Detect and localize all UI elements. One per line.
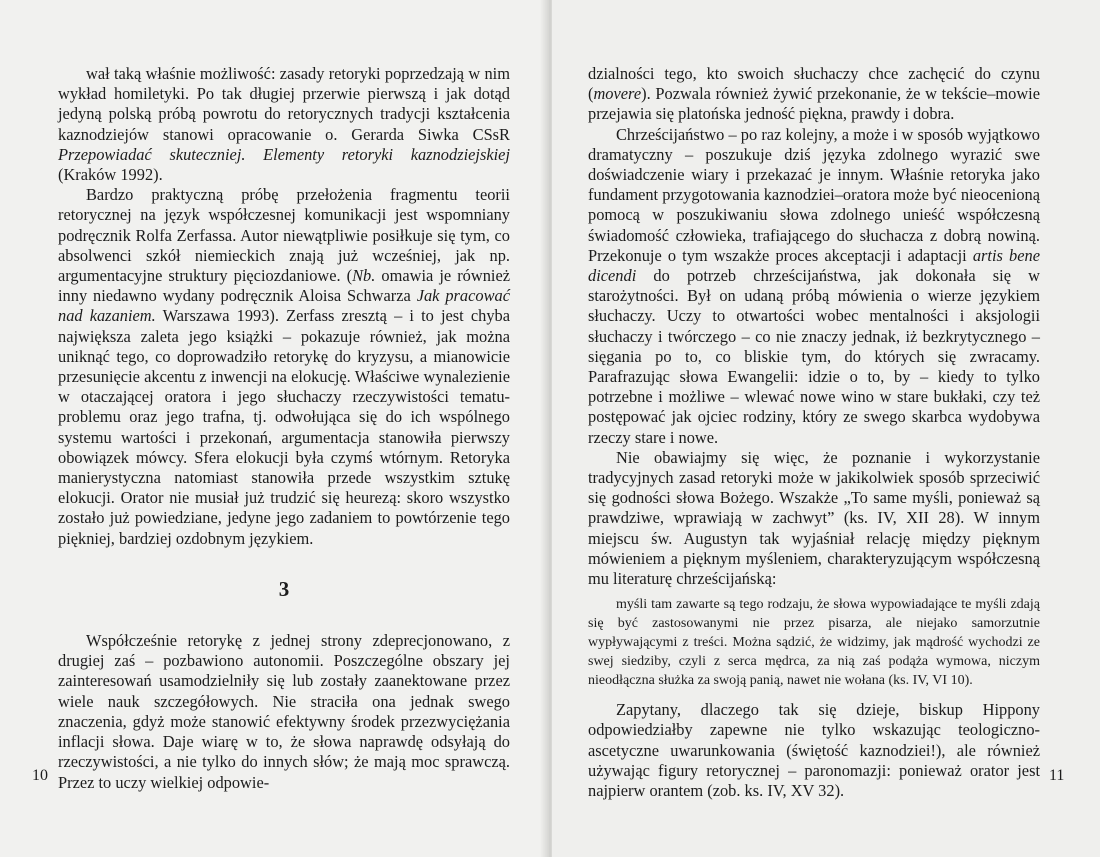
italic-text: Nb. xyxy=(352,266,376,286)
text-run: Chrześcijaństwo – po raz kolejny, a może i w sposób wyjątkowo dramatyczny – poszukuje dziś języka zdolnego wyrazić swe doświadczenie wiary i przekazać je innym. Właśnie retoryka jako fundament przygotowania kaznodziei–oratora może być nieocenioną pomocą w poszukiwaniu słowa zdolnego unieść współczesną świadomość człowieka, trafiającego do słuchacza z dobrą nowiną. Przekonuje o tym wszakże proces akceptacji i adaptacji xyxy=(588,124,1040,265)
section-number: 3 xyxy=(278,576,290,601)
italic-text: movere xyxy=(593,84,642,104)
page-number-left: 10 xyxy=(32,767,48,784)
italic-text: Jak pracować nad kazaniem. xyxy=(58,286,510,326)
paragraph xyxy=(58,631,510,793)
left-paragraphs-after xyxy=(58,631,510,793)
quote-text: myśli tam zawarte są tego rodzaju, że słowa wypowiadające te myśli zdają się być zastosowanymi nie przez pisarza, ale niejako samorzutnie wypływającymi z treści. Można sądzić, że widzimy, jak mądrość wychodzi ze swej siedziby, czyli z serca mędrca, za nią zaś podąża wymowa, niczym nieodłączna służka za swoją panią, nawet nie wołana (ks. IV, VI 10). xyxy=(588,597,1040,689)
text-run: Współcześnie retorykę z jednej strony zdeprecjonowano, z drugiej zaś – pozbawiono autonomii. Poszczególne obszary jej zainteresowań usamodzielniły się lub zostały zaanektowane przez wiele nauk szczegółowych. Nie straciła ona jednak swego znaczenia, gdyż może stanowić efektywny środek przezwyciężania inflacji słowa. Daje wiarę w to, że słowa naprawdę odsyłają do rzeczywistości, a nie tylko do innych słów; że mają moc sprawczą. Przez to uczy wielkiej odpowie- xyxy=(58,631,510,792)
text-run: Warszawa 1993). Zerfass zresztą – i to jest chyba największa zaleta jego książki – pokazuje również, jak można uniknąć tego, co doprowadziło retorykę do kryzysu, a mianowicie przesunięcie akcentu z inwencji na elokucję. Właściwe wynalezienie w otaczającej oratora i jego słuchaczy rzeczywistości tematu-problemu oraz jego trafna, tj. odwołująca się do ich wspólnego systemu wartości i przekonań, argumentacja stanowiła pierwszy obowiązek mówcy. Sfera elokucji była czymś wtórnym. Retoryka manierystyczna natomiast stanowiła przede wszystkim sztukę elokucji. Orator nie musiał już trudzić się heurezą: skoro wszystko zostało już powiedziane, jedyne jego zadaniem to powtórzenie tego piękniej, bardziej ozdobnym językiem. xyxy=(58,306,511,548)
left-paragraphs xyxy=(58,64,510,549)
paragraph xyxy=(58,64,510,185)
paragraph xyxy=(58,185,510,549)
italic-text: artis bene dicendi xyxy=(588,245,1040,286)
text-run: (Kraków 1992). xyxy=(58,165,163,185)
left-page-text xyxy=(58,64,510,793)
text-run: Nie obawiajmy się więc, że poznanie i wykorzystanie tradycyjnych zasad retoryki może w jakikolwiek sposób sprzeciwić się godności słowa Bożego. Wszakże „To same myśli, ponieważ są prawdziwe, wprawiają w zachwyt” (ks. IV, XII 28). W innym miejscu św. Augustyn tak wyjaśniał relację między pięknym mówieniem a pięknym myśleniem, charakteryzującym współczesną mu literaturę chrześcijańską: xyxy=(588,447,1040,589)
text-run: do potrzeb chrześcijaństwa, jak dokonała się w starożytności. Był on udaną próbą mówienia o wierze językiem słuchaczy. Uczy to otwartości wobec mentalności i aksjologii słuchaczy i twórczego – co nie znaczy jednak, iż bezkrytycznego – sięgania po to, co bliskie tym, do których się zwracamy. Parafrazując słowa Ewangelii: idzie o to, by – kiedy to tylko potrzebne i możliwe – wlewać nowe wino w stare bukłaki, czy też postępować jak ojciec rodziny, który ze swego skarbca wydobywa rzeczy stare i nowe. xyxy=(588,266,1040,447)
page-number-right: 11 xyxy=(1049,767,1065,784)
right-paragraphs xyxy=(588,64,1040,589)
paragraph xyxy=(588,448,1040,589)
paragraph xyxy=(588,700,1040,801)
text-run: Zapytany, dlaczego tak się dzieje, biskup Hippony odpowiedziałby zapewne nie tylko wskazując teologiczno-ascetyczne uwarunkowania (świętość kaznodziei!), ale również używając figury retorycznej – paronomazji: ponieważ orator jest najpierw orantem (zob. ks. IV, XV 32). xyxy=(588,700,1040,801)
block-quote xyxy=(588,595,1040,690)
text-run: dzialności tego, kto swoich słuchaczy chce zachęcić do czynu ( xyxy=(588,64,1040,104)
text-run: omawia je również inny niedawno wydany podręcznik Aloisa Schwarza xyxy=(58,266,510,306)
italic-text: Przepowiadać skuteczniej. Elementy retoryki kaznodziejskiej xyxy=(58,144,510,164)
right-page xyxy=(552,0,1100,857)
text-run: ). Pozwala również żywić przekonanie, że w tekście–mowie przejawia się platońska jedność piękna, prawdy i dobra. xyxy=(588,84,1040,124)
right-page-text xyxy=(588,64,1040,801)
paragraph xyxy=(588,64,1040,125)
text-run: wał taką właśnie możliwość: zasady retoryki poprzedzają w nim wykład homiletyki. Po tak długiej przerwie pierwszą i jak dotąd jedyną polską próbą powrotu do retorycznych tradycji kształcenia kaznodziejów stanowi opracowanie o. Gerarda Siwka CSsR xyxy=(58,64,510,144)
paragraph xyxy=(588,125,1040,448)
left-page xyxy=(0,0,548,857)
right-paragraphs-after xyxy=(588,700,1040,801)
text-run: Bardzo praktyczną próbę przełożenia fragmentu teorii retorycznej na język współczesnej komunikacji jest wspomniany podręcznik Rolfa Zerfassa. Autor niewątpliwie posiłkuje się tym, co absolwenci szkół niemieckich znają już wcześniej, jak np. argumentacyjne struktury pięciozdaniowe. ( xyxy=(58,185,510,286)
